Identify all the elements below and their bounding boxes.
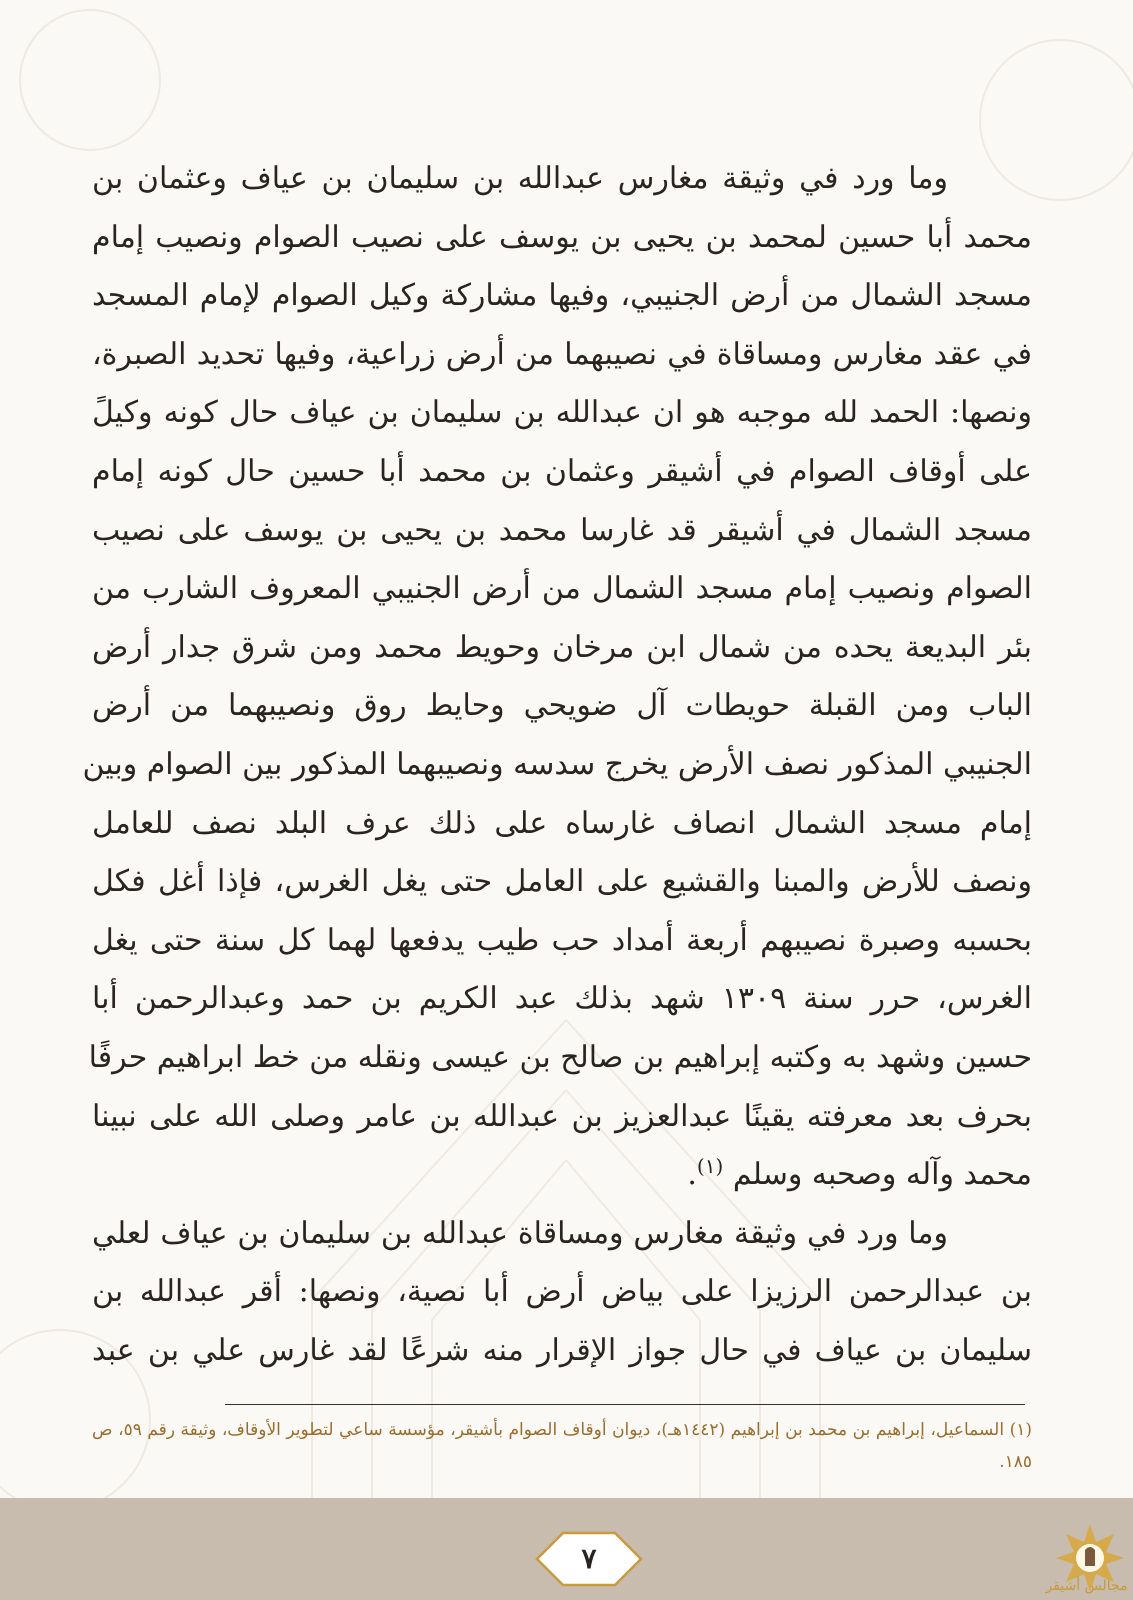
text-line: بن عبدالرحمن الرزيزا على بياض أرض أبا نصية، ونصها: أقر عبدالله بن	[92, 1274, 1032, 1310]
text-line: مسجد الشمال في أشيقر قد غارسا محمد بن يحيى بن يوسف على نصيب	[92, 512, 1032, 548]
text-line: بحسبه وصبرة نصيبهم أربعة أمداد حب طيب يدفعها لهما كل سنة حتى يغل	[92, 922, 1032, 958]
paragraph-1	[82, 150, 1032, 1205]
text-line: حسين وشهد به وكتبه إبراهيم بن صالح بن عيسى ونقله من خط ابراهيم حرفًا	[88, 1039, 1032, 1075]
page-number: ٧	[581, 1542, 597, 1575]
footnote-divider	[225, 1404, 1025, 1405]
text-line: بئر البديعة يحده من شمال ابن مرخان وحويط محمد ومن شرق جدار أرض	[92, 629, 1032, 665]
text-line: سليمان بن عياف في حال جواز الإقرار منه شرعًا لقد غارس علي بن عبد	[92, 1332, 1032, 1368]
text-line: ونصف للأرض والمبنا والقشيع على العامل حتى يغل الغرس، فإذا أغل فكل	[92, 864, 1032, 900]
sentence-end: .	[687, 1157, 697, 1193]
text-line: مسجد الشمال من أرض الجنيبي، وفيها مشاركة وكيل الصوام لإمام المسجد	[92, 278, 1032, 314]
text-line: على أوقاف الصوام في أشيقر وعثمان بن محمد أبا حسين حال كونه إمام	[92, 453, 1032, 489]
text-line: الباب ومن القبلة حويطات آل ضويحي وحايط روق ونصيبهما من أرض	[92, 688, 1032, 724]
text-line: بحرف بعد معرفته يقينًا عبدالعزيز بن عبدالله بن عامر وصلى الله على نبينا	[92, 1098, 1032, 1134]
text-line: الغرس، حرر سنة ١٣٠٩ شهد بذلك عبد الكريم بن حمد وعبدالرحمن أبا	[92, 981, 1032, 1017]
text-line: في عقد مغارس ومساقاة في نصيبهما من أرض زراعية، وفيها تحديد الصبرة،	[92, 336, 1032, 372]
paragraph-2	[92, 1205, 1032, 1381]
text-line: الجنيبي المذكور نصف الأرض يخرج سدسه ونصيبهما المذكور بين الصوام وبين	[82, 746, 1032, 782]
footnote: (١) السماعيل، إبراهيم بن محمد بن إبراهيم (١٤٤٢هـ)، ديوان أوقاف الصوام بأشيقر، مؤسسة ساعي لتطوير الأوقاف، وثيقة رقم ٥٩، ص ١٨٥.	[92, 1420, 1032, 1472]
text-line: الصوام ونصيب إمام مسجد الشمال من أرض الجنيبي المعروف الشارب من	[92, 571, 1032, 607]
text-line: محمد أبا حسين لمحمد بن يحيى بن يوسف على نصيب الصوام ونصيب إمام	[92, 219, 1032, 255]
footnote-reference[interactable]: (١)	[696, 1154, 724, 1179]
text-line-last	[92, 1146, 1032, 1205]
text-line: محمد وآله وصحبه وسلم	[732, 1157, 1032, 1193]
logo-text: مجالس أشيقر	[1045, 1578, 1128, 1594]
page-body	[82, 150, 1032, 1380]
text-line: إمام مسجد الشمال انصاف غارساه على ذلك عرف البلد نصف للعامل	[92, 805, 1032, 841]
text-line: وما ورد في وثيقة مغارس ومساقاة عبدالله بن سليمان بن عياف لعلي	[92, 1215, 948, 1251]
text-line: ونصها: الحمد لله موجبه هو ان عبدالله بن سليمان بن عياف حال كونه وكيلً	[92, 395, 1032, 431]
text-line: وما ورد في وثيقة مغارس عبدالله بن سليمان بن عياف وعثمان بن	[92, 161, 948, 196]
